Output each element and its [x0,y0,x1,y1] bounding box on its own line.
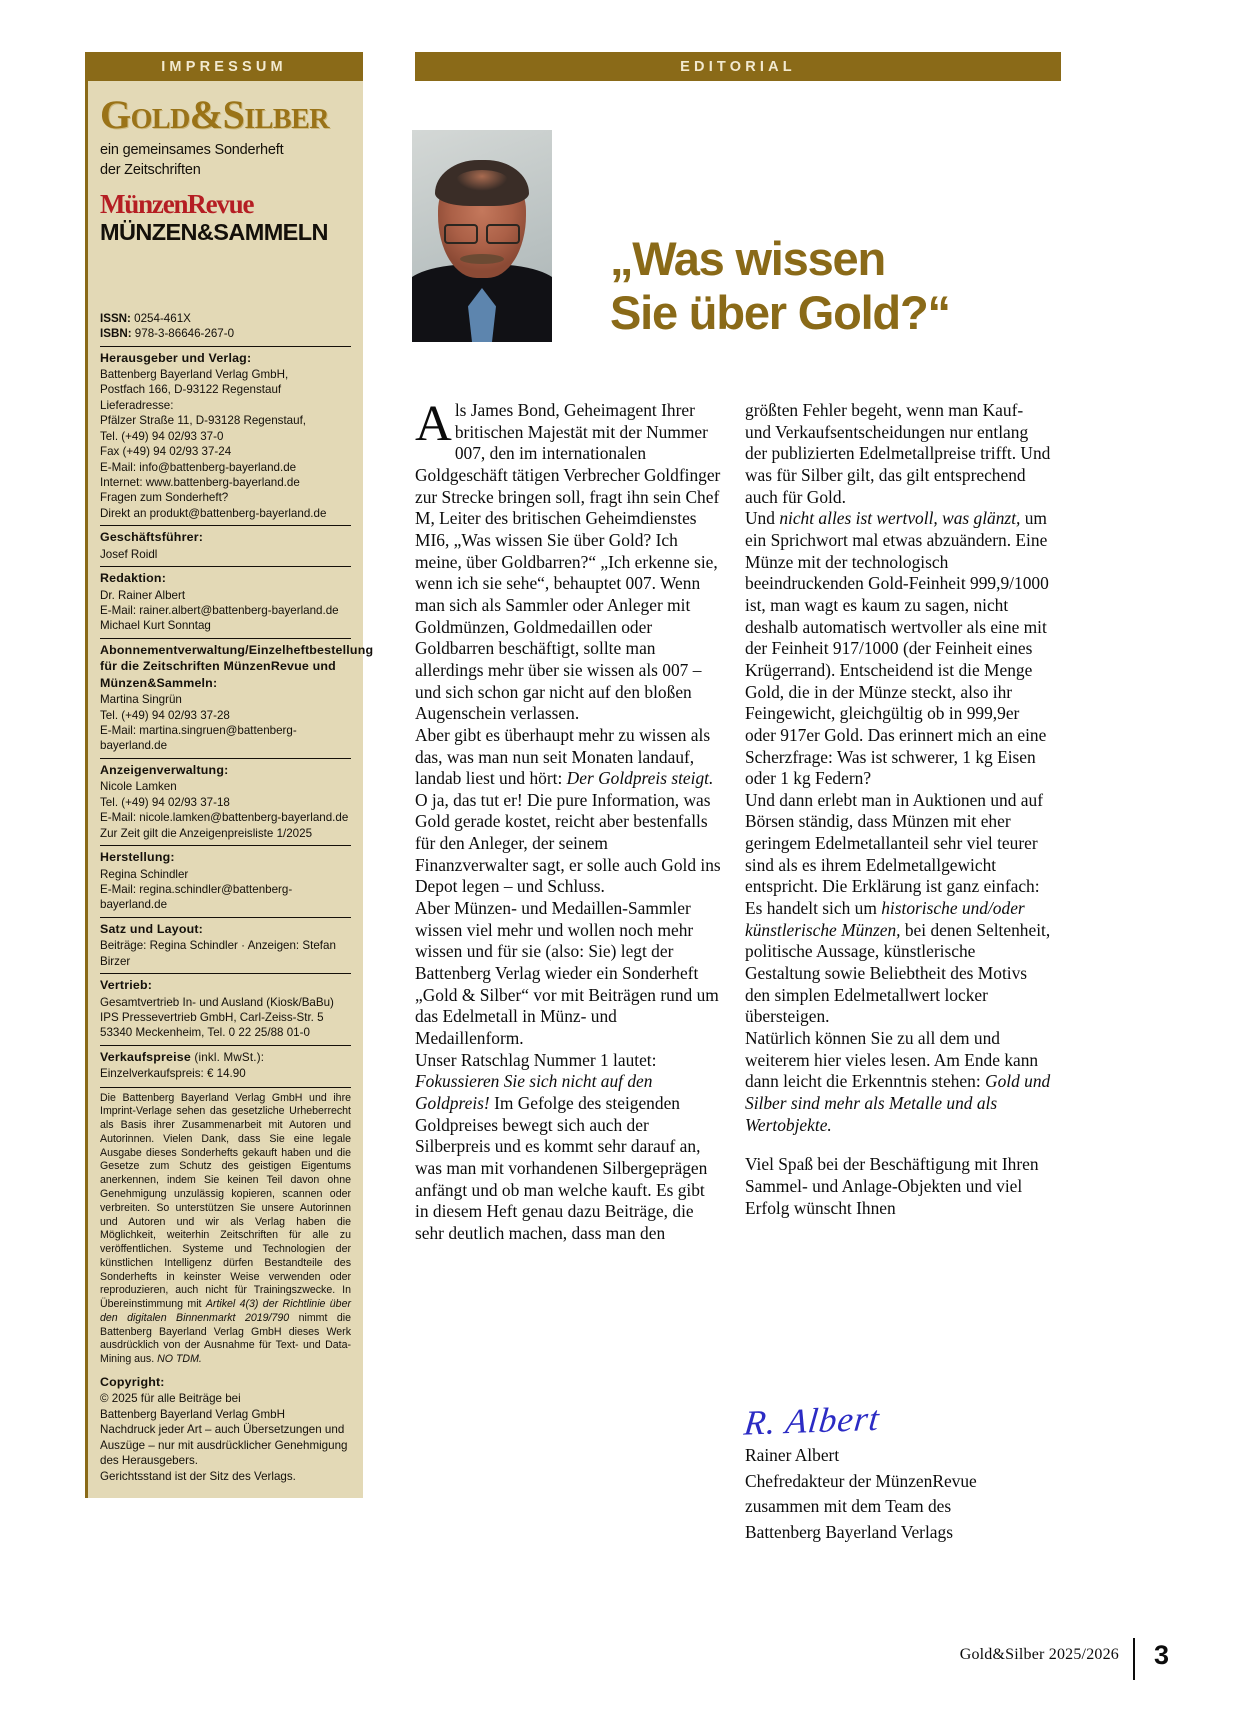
paragraph-2-text-b: O ja, das tut er! Die pure Information, was Gold gerade kostet, reicht aber bestenfalls für den Anleger, der seinem Finanzverwalter sagt, er solle auch Gold ins Depot legen – und Schluss. [415,789,721,897]
page-number: 3 [1153,1640,1169,1670]
copyright-title: Copyright: [100,1374,165,1389]
paragraph-2-italic: Der Goldpreis steigt. [566,768,714,789]
impressum-section-title: Redaktion: [100,571,167,586]
impressum-section [100,638,374,754]
paragraph-7-text-a: Und dann erlebt man in Auktionen und auf Börsen ständig, dass Münzen mit eher geringem Edelmetallanteil sehr viel teurer sind als es ihrem Edelmetallgewicht entspricht. Die Erklärung ist ganz einfach: Es handelt sich um [745,789,1043,919]
paragraph-4-italic: Fokussieren Sie sich nicht auf den Goldpreis! [415,1071,653,1113]
paragraph-4-text-b: Im Gefolge des steigenden Goldpreises bewegt sich auch der Silberpreis und es kommt sehr darauf an, was man mit vorhandenen Silbergeprägen anfängt und ob man welche kauft. Es gibt in diesem Heft genau dazu Beiträge, die sehr deutlich machen, dass man den [415,1093,708,1243]
impressum-section-list [100,346,374,1082]
impressum-section [100,973,351,1041]
sidebar-spacer [100,245,351,311]
gold-silber-logo: Gold&Silber [100,92,329,137]
paragraph-6-text-b: um ein Sprichwort mal etwas abzuändern. Eine Münze mit der technologisch beeindruckenden Gold-Feinheit 999,9/1000 ist, man wagt es kaum zu sagen, nicht deshalb automatisch wertvoller als eine mit der Feinheit 917/1000 (der Feinheit eines Krügerrand). Entscheidend ist die Menge Gold, die in der Münze steckt, also ihr Feingewicht, gleichgültig ob in 999,9er oder 917er Gold. Das erinnert mich an eine Scherzfrage: Was ist schwerer, 1 kg Eisen oder 1 kg Federn? [745,508,1049,789]
signature-line: zusammen mit dem Team des [745,1496,952,1517]
author-portrait-photo [412,130,552,342]
impressum-section-note: (inkl. MwSt.): [190,1050,265,1064]
drop-cap: A [415,396,452,452]
isbn-row [100,326,351,341]
footer-divider [1133,1638,1135,1680]
impressum-line: E-Mail: martina.singruen@battenberg-bayerland.de [100,724,297,753]
editorial-body [415,396,1065,1340]
impressum-line: E-Mail: nicole.lamken@battenberg-bayerland.de [100,811,349,825]
impressum-section-title: Anzeigenverwaltung: [100,762,229,777]
muenzenrevue-logo: MünzenRevue [100,189,254,220]
impressum-line: IPS Pressevertrieb GmbH, Carl-Zeiss-Str. 5 [100,1010,324,1024]
impressum-band-label: IMPRESSUM [85,52,363,81]
impressum-section-title: Geschäftsführer: [100,530,204,545]
fineprint-part2: nimmt die Battenberg Bayerland Verlag GmbH dieses Werk ausdrücklich von der Ausnahme für Text- und Data-Mining aus. [100,1311,351,1366]
impressum-line: Tel. (+49) 94 02/93 37-18 [100,795,230,809]
headline-line-2: Sie über Gold?“ [610,285,950,339]
impressum-line: Lieferadresse: [100,398,174,412]
muenzensammeln-logo: MÜNZEN&SAMMELN [100,219,328,246]
impressum-line: Tel. (+49) 94 02/93 37-28 [100,708,230,722]
paragraph-1-text: ls James Bond, Geheimagent Ihrer britischen Majestät mit der Nummer 007, den im internationalen Goldgeschäft tätigen Verbrecher Goldfinger zur Strecke bringen soll, fragt ihn sein Chef M, Leiter des britischen Geheimdienstes MI6, „Was wissen Sie über Gold? Ich meine, über Goldbarren?“ „Ich erkenne sie, wenn ich sie sehe“, behauptet 007. Wenn man sich als Sammler oder Anleger mit Goldmünzen, Goldmedaillen oder Goldbarren beschäftigt, sollte man allerdings mehr über sie wissen als 007 – und sich schon gar nicht auf den bloßen Augenschein verlassen. [415,400,721,724]
impressum-line: Regina Schindler [100,867,189,881]
copyright-line: Gerichtsstand ist der Sitz des Verlags. [100,1469,296,1483]
issn-label: ISSN: [100,311,131,325]
isbn-label: ISBN: [100,327,132,341]
copyright-line: Battenberg Bayerland Verlag GmbH [100,1407,285,1421]
impressum-line: Fragen zum Sonderheft? [100,491,229,505]
paragraph-1 [415,396,721,725]
impressum-line: Postfach 166, D-93122 Regenstauf [100,383,282,397]
impressum-section-title: Satz und Layout: [100,921,204,936]
paragraph-5: größten Fehler begeht, wenn man Kauf- und Verkaufsentscheidungen nur entlang der publizierten Edelmetallpreise trifft. Und was für Silber gilt, das gilt entsprechend auch für Gold. [745,400,1051,507]
impressum-section-title: Vertrieb: [100,978,153,993]
signature-line: Battenberg Bayerland Verlags [745,1521,953,1542]
paragraph-7-text-b: bei denen Seltenheit, politische Aussage, künstlerische Gestaltung sowie Beliebtheit des Motivs den simplen Edelmetallwert locker übersteigen. [745,919,1051,1027]
impressum-line: E-Mail: regina.schindler@battenberg-bayerland.de [100,882,293,912]
editorial-band-label: EDITORIAL [415,52,1061,81]
impressum-line: Michael Kurt Sonntag [100,619,211,633]
isbn-value: 978-3-86646-267-0 [134,327,235,341]
body-column-2 [745,400,1051,1219]
impressum-section [100,758,351,841]
paragraph-4-text-a: Unser Ratschlag Nummer 1 lautet: [415,1049,657,1070]
paragraph-9: Viel Spaß bei der Beschäftigung mit Ihren Sammel- und Anlage-Objekten und viel Erfolg wünscht Ihnen [745,1154,1039,1218]
impressum-section [100,525,351,562]
paragraph-spacer [745,1136,1051,1154]
issn-value: 0254-461X [134,311,191,325]
impressum-line: Einzelverkaufspreis: € 14.90 [100,1067,246,1081]
impressum-line: Martina Singrün [100,693,182,707]
copyright-lines [100,1391,351,1483]
copyright-line: © 2025 für alle Beiträge bei [100,1392,241,1406]
impressum-line: Gesamtvertrieb In- und Ausland (Kiosk/BaBu) [100,995,334,1009]
paragraph-8-text-a: Natürlich können Sie zu all dem und weiterem hier vieles lesen. Am Ende kann dann leicht die Erkenntnis stehen: [745,1028,1039,1092]
impressum-section [100,566,351,634]
paragraph-7-italic: historische und/oder künstlerische Münzen, [745,898,1025,940]
impressum-line: Pfälzer Straße 11, D-93128 Regenstauf, [100,414,307,428]
signature-line: Rainer Albert [745,1445,840,1465]
handwritten-signature: R. Albert [742,1398,882,1443]
impressum-section [100,845,351,913]
footer-issue-text: Gold&Silber 2025/2026 [959,1646,1119,1663]
impressum-section-title: Abonnementverwaltung/Einzelheftbestellung für die Zeitschriften MünzenRevue und Münzen&Sammeln: [100,642,374,690]
copyright-block [100,1374,351,1484]
impressum-line: Josef Roidl [100,547,158,561]
impressum-line: 53340 Meckenheim, Tel. 0 22 25/88 01-0 [100,1026,310,1040]
impressum-section [100,1045,351,1082]
impressum-details [100,311,374,1082]
paragraph-8-italic: Gold und Silber sind mehr als Metalle und als Wertobjekte. [745,1071,1051,1135]
impressum-line: Direkt an produkt@battenberg-bayerland.de [100,506,327,520]
impressum-section-title: Herstellung: [100,850,175,864]
signature-name-lines [745,1445,1065,1544]
sidebar-subtitle-line1: ein gemeinsames Sonderheft [100,142,284,158]
paragraph-8 [745,1028,1051,1136]
issn-row [100,311,351,326]
impressum-line: E-Mail: rainer.albert@battenberg-bayerland.de [100,603,339,617]
impressum-section-title: Herausgeber und Verlag: [100,350,252,365]
sidebar-subtitle-line2: der Zeitschriften [100,162,201,179]
impressum-line: Nicole Lamken [100,780,177,794]
impressum-line: Fax (+49) 94 02/93 37-24 [100,445,232,459]
paragraph-6-italic: nicht alles ist wertvoll, was glänzt, [779,508,1021,529]
legal-fineprint [100,1087,351,1367]
headline-line-1: „Was wissen [610,232,885,285]
impressum-line: Beiträge: Regina Schindler · Anzeigen: Stefan Birzer [100,939,336,968]
impressum-section [100,917,351,969]
impressum-section [100,346,351,522]
signature-line: Chefredakteur der MünzenRevue [745,1470,977,1491]
signature-block [742,1395,1065,1544]
copyright-line: Nachdruck jeder Art – auch Übersetzungen und Auszüge – nur mit ausdrücklicher Genehmigung des Herausgebers. [100,1423,348,1468]
portrait-moustache [460,254,504,264]
impressum-section-title: Verkaufspreise (inkl. MwSt.): [100,1049,265,1064]
paragraph-2-text-a: Aber gibt es überhaupt mehr zu wissen als das, was man nun seit Monaten landauf, landab liest und hört: [415,724,711,789]
fineprint-part1: Die Battenberg Bayerland Verlag GmbH und ihre Imprint-Verlage sehen das gesetzliche Urheberrecht als Basis ihrer Zusammenarbeit mit Autoren und Autorinnen. Vielen Dank, dass Sie eine legale Ausgabe dieses Sonderhefts gekauft haben und die Gesetze zum Schutz des geistigen Eigentums anerkennen, indem Sie keinen Teil davon ohne Genehmigung unzulässig kopieren, scannen oder verbreiten. So unterstützen Sie unsere Autorinnen und Autoren und wir als Verlag haben die Möglichkeit, weiterhin Zeitschriften für alle zu veröffentlichen. Systeme und Technologien der künstlichen Intelligenz dürfen Bestandteile des Sonderhefts in keinster Weise verwenden oder reproduzieren, auch nicht für Trainingszwecke. In Übereinstimmung mit [100,1091,351,1311]
impressum-line: Zur Zeit gilt die Anzeigenpreisliste 1/2025 [100,826,313,840]
glasses-icon [444,224,520,242]
impressum-line: Internet: www.battenberg-bayerland.de [100,475,300,489]
fineprint-italic2: NO TDM. [157,1353,202,1366]
editorial-headline [610,232,1070,339]
impressum-line: E-Mail: info@battenberg-bayerland.de [100,460,297,474]
paragraph-6 [745,508,1051,790]
paragraph-3: Aber Münzen- und Medaillen-Sammler wissen viel mehr und wollen noch mehr wissen und für sie (also: Sie) legt der Battenberg Verlag wieder ein Sonderheft „Gold & Silber“ vor mit Beiträgen rund um das Edelmetall in Münz- und Medaillenform. [415,898,719,1049]
paragraph-6-text-a: Und [745,508,780,529]
fineprint-italic1: Artikel 4(3) der Richtlinie über den digitalen Binnenmarkt 2019/790 [100,1298,351,1324]
page-footer [0,1640,1241,1694]
impressum-line: Dr. Rainer Albert [100,588,186,602]
body-column-1 [415,396,721,1245]
impressum-sidebar [85,52,374,1498]
impressum-line: Battenberg Bayerland Verlag GmbH, [100,368,289,382]
paragraph-2 [415,725,721,898]
paragraph-7 [745,790,1051,1028]
paragraph-4 [415,1050,721,1245]
impressum-line: Tel. (+49) 94 02/93 37-0 [100,429,224,443]
